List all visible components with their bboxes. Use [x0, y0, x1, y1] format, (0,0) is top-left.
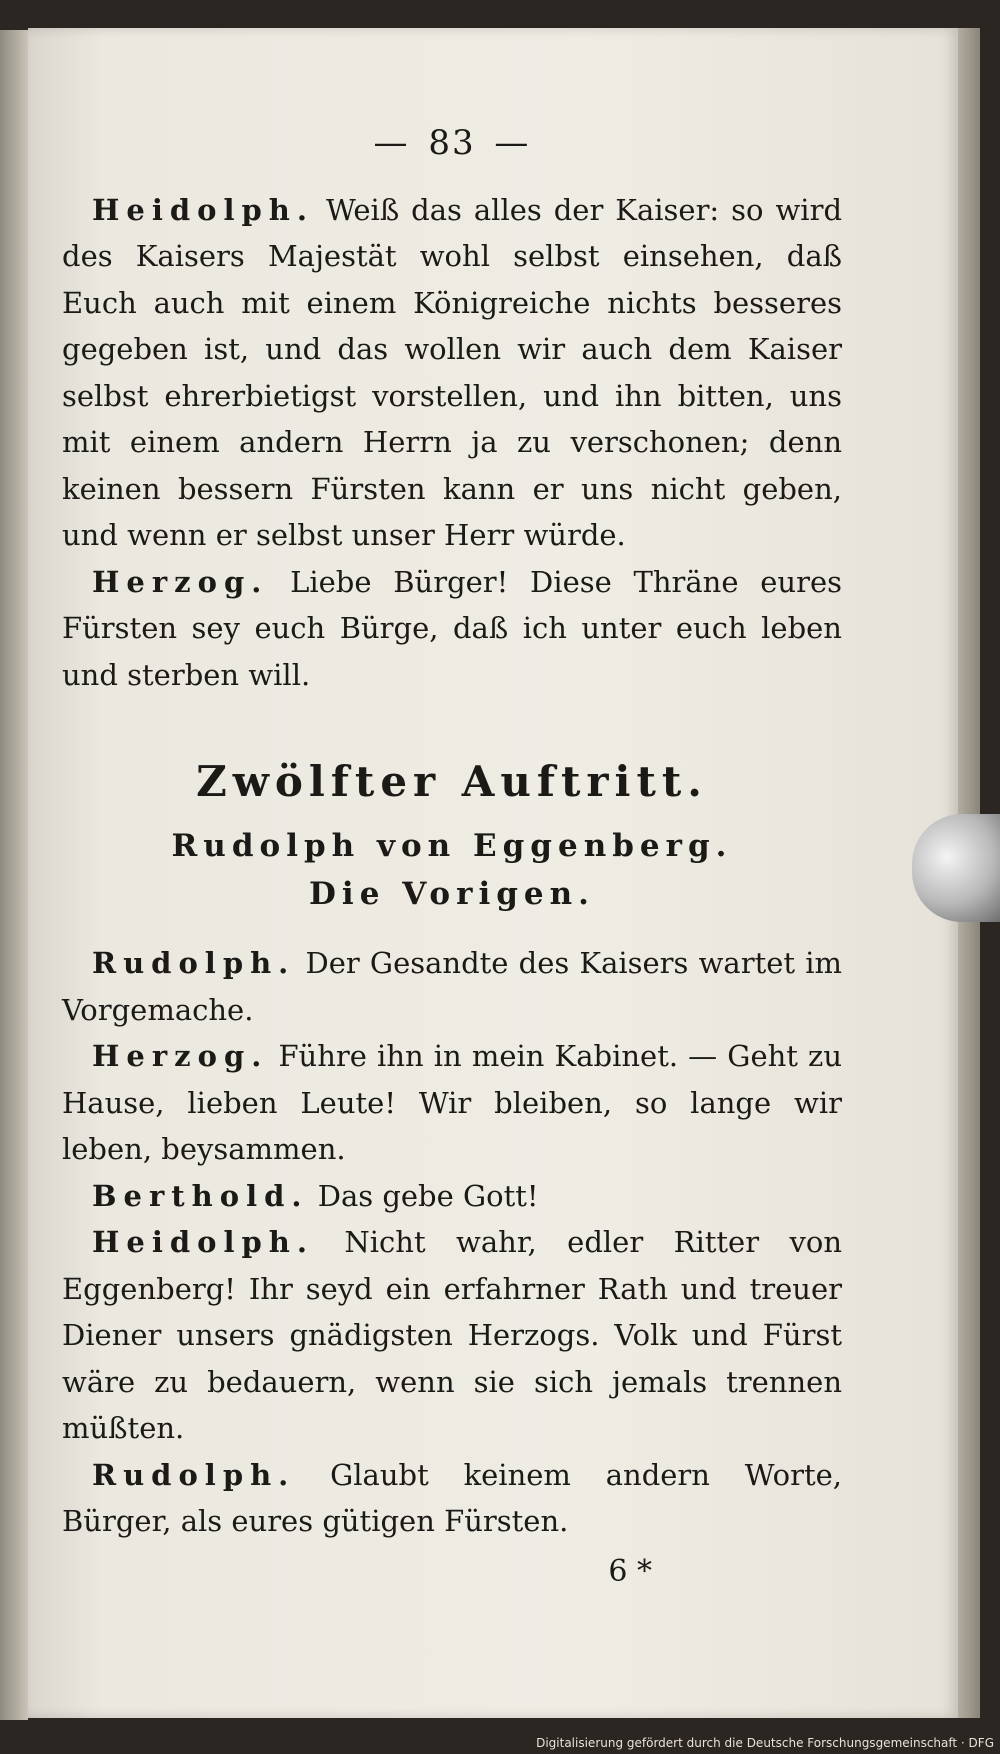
paragraph: [62, 1033, 842, 1173]
speaker-name: Heidolph.: [92, 1225, 314, 1259]
page-number: — 83 —: [373, 123, 531, 163]
scene-heading: Zwölfter Auftritt.: [196, 757, 708, 806]
speech-text: Führe ihn in mein Kabinet. — Geht zu Hause, lieben Leute! Wir bleiben, so lange wir leben, beysammen.: [62, 1039, 843, 1166]
speech-text: Weiß das alles der Kaiser: so wird des Kaisers Majestät wohl selbst einsehen, daß Euch auch mit einem Königreiche nichts besseres gegeben ist, und das wollen wir auch dem Kaiser selbst ehrerbietigst vorstellen, und ihn bitten, uns mit einem andern Herrn ja zu verschonen; denn keinen bessern Fürsten kann er uns nicht geben, und wenn er selbst unser Herr würde.: [62, 192, 843, 552]
digitization-footer: Digitalisierung gefördert durch die Deutsche Forschungsgemeinschaft · DFG: [536, 1736, 994, 1750]
speaker-name: Herzog.: [92, 564, 269, 599]
speech-text: Liebe Bürger! Diese Thräne eures Fürsten sey euch Bürge, daß ich unter euch leben und sterben will.: [62, 564, 842, 692]
paragraph: [62, 1219, 842, 1452]
paragraph: [62, 559, 842, 699]
paragraph: [62, 1452, 842, 1545]
page-text: [62, 120, 842, 1595]
speaker-name: Heidolph.: [92, 192, 314, 227]
speech-text: Nicht wahr, edler Ritter von Eggenberg! Ihr seyd ein erfahrner Rath und treuer Diener unsers gnädigsten Herzogs. Volk und Fürst wäre zu bedauern, wenn sie sich jemals trennen müßten.: [62, 1225, 842, 1445]
speech-text: Das gebe Gott!: [317, 1178, 539, 1213]
signature-mark: 6 *: [608, 1553, 652, 1589]
speaker-name: Rudolph.: [92, 946, 296, 980]
paragraph: [62, 1173, 842, 1220]
speaker-name: Rudolph.: [92, 1457, 296, 1492]
page-clip: [912, 814, 1000, 922]
left-page-edge: [0, 30, 28, 1720]
scene-character: Rudolph von Eggenberg.: [171, 828, 733, 864]
speech-text: Der Gesandte des Kaisers wartet im Vorgemache.: [62, 946, 842, 1027]
paragraph: [62, 187, 842, 559]
paragraph: [62, 940, 842, 1033]
scene-character: Die Vorigen.: [309, 876, 595, 912]
speaker-name: Herzog.: [92, 1039, 269, 1073]
speech-text: Glaubt keinem andern Worte, Bürger, als eures gütigen Fürsten.: [62, 1457, 842, 1538]
speaker-name: Berthold.: [92, 1178, 309, 1213]
